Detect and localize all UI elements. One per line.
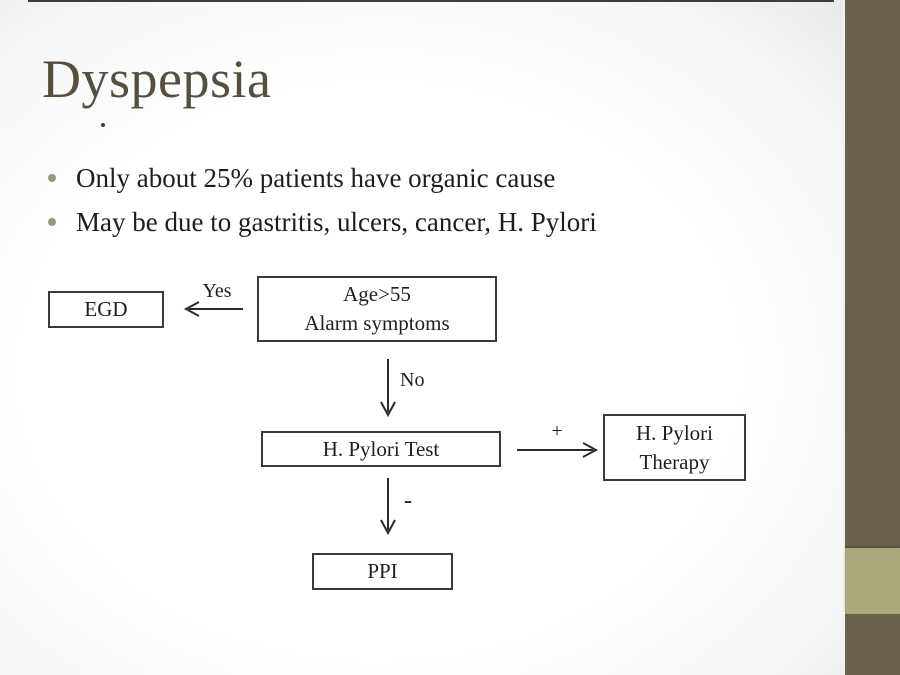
right-sidebar [845,0,900,675]
bullet-text: Only about 25% patients have organic cause [76,162,556,193]
h-pylori-test-label: H. Pylori Test [322,436,440,461]
egd-box [48,291,164,328]
page-title: Dyspepsia [42,49,272,109]
minus-arrow-label: - [404,488,412,514]
sidebar-accent-band [845,548,900,614]
plus-arrow-label: + [551,420,563,442]
no-arrow [381,359,395,415]
age-box-line2: Alarm symptoms [304,311,450,335]
therapy-box-line2: Therapy [639,449,710,474]
therapy-box-line1: H. Pylori [635,420,713,445]
plus-arrow [517,443,596,457]
no-arrow-label: No [400,369,425,391]
ppi-box-label: PPI [367,559,398,583]
egd-box-label: EGD [84,297,128,321]
minus-arrow [381,478,395,533]
yes-arrow [186,302,243,316]
yes-arrow-label: Yes [202,280,232,302]
age-alarm-box [257,276,497,342]
bullet-text: May be due to gastritis, ulcers, cancer, H. Pylori [76,206,597,237]
h-pylori-test-box [261,431,501,467]
ppi-box [312,553,453,590]
age-box-line1: Age>55 [343,282,411,306]
h-pylori-therapy-box [603,414,746,481]
